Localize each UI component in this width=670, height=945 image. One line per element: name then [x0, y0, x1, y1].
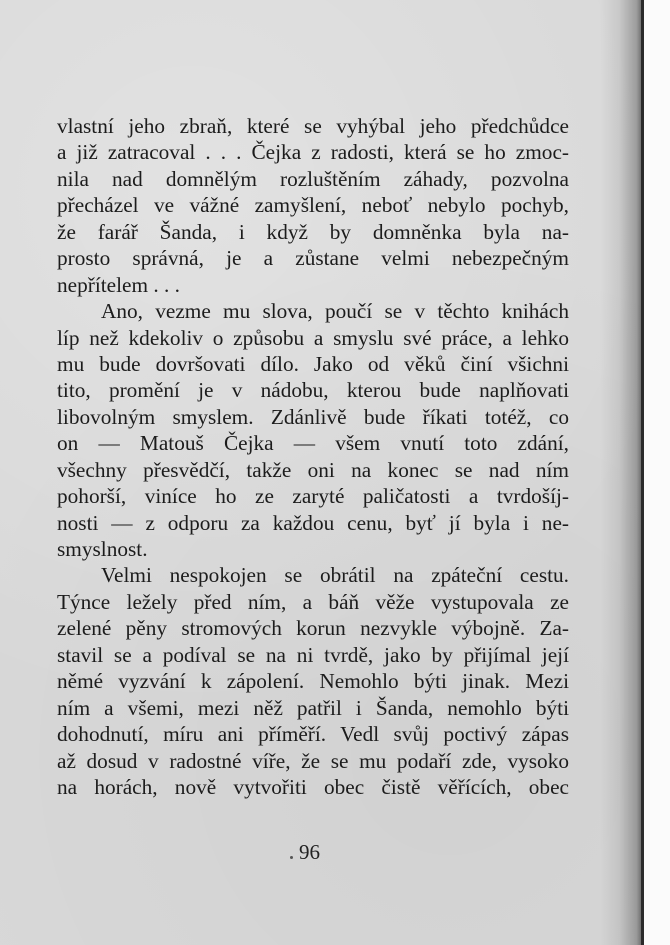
text-line: dohodnutí, míru ani příměří. Vedl svůj poctivý zápas [57, 722, 569, 747]
text-line: pohorší, viníce ho ze zaryté paličatosti a tvrdošíj- [57, 484, 569, 509]
text-line: smyslnost. [57, 537, 148, 561]
text-line: nosti — z odporu za každou cenu, byť jí byla i ne- [57, 510, 569, 535]
adjacent-page [644, 0, 670, 945]
text-line: němé vyzvání k zápolení. Nemohlo býti jinak. Mezi [57, 669, 569, 694]
text-line: nepřítelem . . . [57, 272, 181, 297]
text-line: mu bude dovršovati dílo. Jako od věků činí všichni [57, 351, 569, 376]
text-line: až dosud v radostné víře, že se mu podaří zde, vysoko [57, 748, 569, 773]
text-line: on — Matouš Čejka — všem vnutí toto zdání, [57, 431, 569, 456]
text-line: všechny přesvědčí, takže oni na konec se nad ním [57, 457, 569, 482]
text-line: a již zatracoval . . . Čejka z radosti, která se ho zmoc- [57, 140, 569, 165]
text-line: líp než kdekoliv o způsobu a smyslu své práce, a lehko [57, 325, 569, 350]
text-line: vlastní jeho zbraň, které se vyhýbal jeho předchůdce [57, 114, 569, 138]
text-line: tito, promění je v nádobu, kterou bude naplňovati [57, 378, 569, 403]
page-edge-shadow [600, 0, 643, 945]
text-line: stavil se a podíval se na ni tvrdě, jako by přijímal její [57, 642, 569, 667]
speck-mark [290, 856, 293, 859]
text-line: ním a všemi, mezi něž patřil i Šanda, nemohlo býti [57, 695, 569, 720]
text-line: přecházel ve vážné zamyšlení, neboť nebylo pochyb, [57, 193, 569, 218]
text-line: libovolným smyslem. Zdánlivě bude říkati totéž, co [57, 404, 569, 429]
text-line: na horách, nově vytvořiti obec čistě věřících, obec [57, 774, 569, 799]
text-line: zelené pěny stromových korun nezvykle výbojně. Za- [57, 616, 569, 641]
paragraph-first-line: Ano, vezme mu slova, poučí se v těchto knihách [101, 299, 569, 324]
text-line: že farář Šanda, i když by domněnka byla na- [57, 219, 569, 244]
paragraph-first-line: Velmi nespokojen se obrátil na zpáteční cestu. [101, 563, 569, 588]
text-line: prosto správná, je a zůstane velmi nebezpečným [57, 246, 569, 271]
text-line: Týnce ležely před ním, a báň věže vystupovala ze [57, 589, 569, 614]
body-text [57, 113, 569, 800]
text-line: nila nad domnělým rozluštěním záhady, pozvolna [57, 166, 569, 191]
page-number: 96 [299, 840, 320, 864]
